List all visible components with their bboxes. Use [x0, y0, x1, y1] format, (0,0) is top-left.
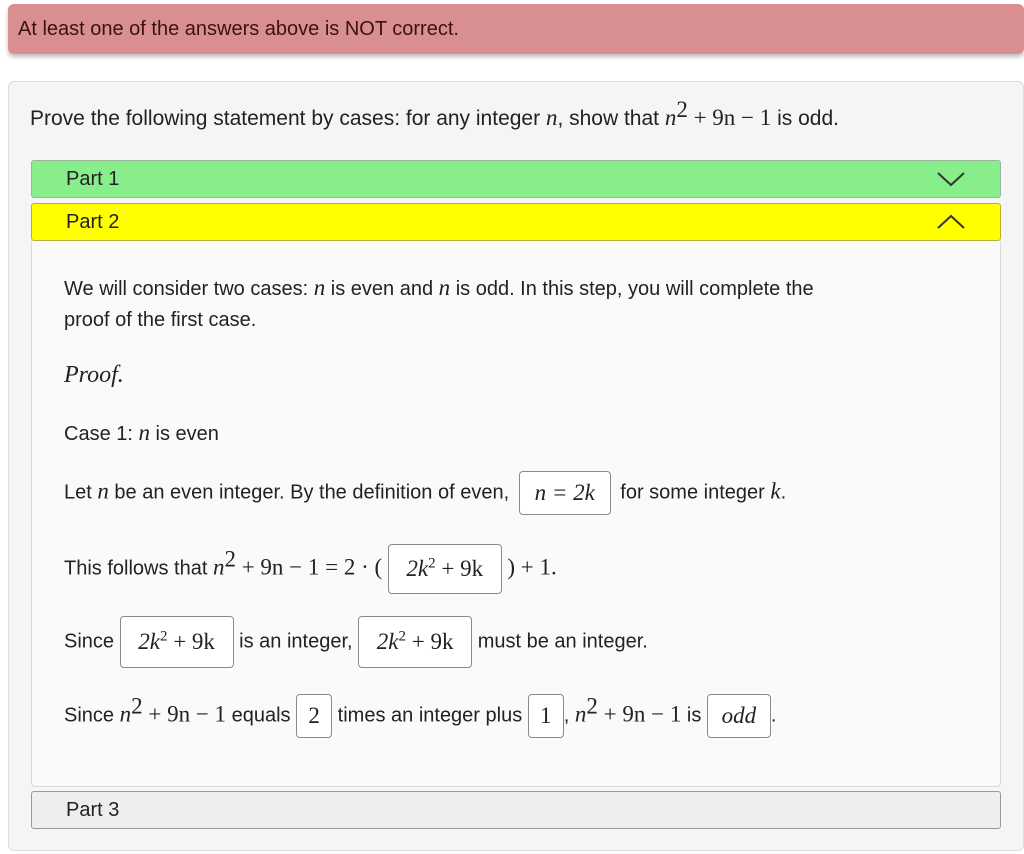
alert-message: At least one of the answers above is NOT correct.	[18, 18, 459, 40]
follows-sentence: This follows that $n^2 + 9n - 1 = 2$ · ( $2k^2 + 9k$ ) + 1.	[64, 544, 557, 594]
plus-field[interactable]: 1	[528, 694, 564, 738]
case-1-heading: Case 1: n is even	[64, 420, 219, 445]
times-field[interactable]: 2	[296, 694, 332, 738]
follows-expression-field[interactable]: $2k^2 + 9k$	[388, 544, 502, 594]
intro-line-2: proof of the first case.	[64, 309, 257, 331]
intro-line-1: We will consider two cases: n is even and n is odd. In this step, you will complete the	[64, 275, 814, 300]
chevron-up-icon	[936, 213, 966, 231]
part-2-label: Part 2	[66, 211, 120, 233]
part-1-label: Part 1	[66, 168, 120, 190]
part-1-header[interactable]	[31, 160, 1001, 198]
question-text: Prove the following statement by cases: for any integer n, show that $n^2 + 9n - 1$ is odd.	[30, 97, 839, 130]
part-2-header[interactable]	[31, 203, 1001, 241]
part-3-label: Part 3	[66, 799, 120, 821]
let-sentence: Let n be an even integer. By the definition of even, n = 2k for some integer k.	[64, 471, 786, 515]
proof-label: Proof.	[64, 362, 124, 388]
since-equals-sentence: Since $n^2 + 9n - 1$ equals 2 times an integer plus 1 , $n^2 + 9n - 1$ is odd .	[64, 694, 776, 738]
since-integer-sentence: Since $2k^2 + 9k$ is an integer, $2k^2 + 9k$ must be an integer.	[64, 616, 648, 668]
n-equals-2k-field[interactable]: n = 2k	[519, 471, 611, 515]
parity-field[interactable]: odd	[707, 694, 771, 738]
chevron-down-icon	[936, 170, 966, 188]
since-expression-field-2[interactable]: $2k^2 + 9k$	[358, 616, 472, 668]
error-alert	[8, 4, 1024, 54]
part-3-header[interactable]	[31, 791, 1001, 829]
since-expression-field-1[interactable]: $2k^2 + 9k$	[120, 616, 234, 668]
